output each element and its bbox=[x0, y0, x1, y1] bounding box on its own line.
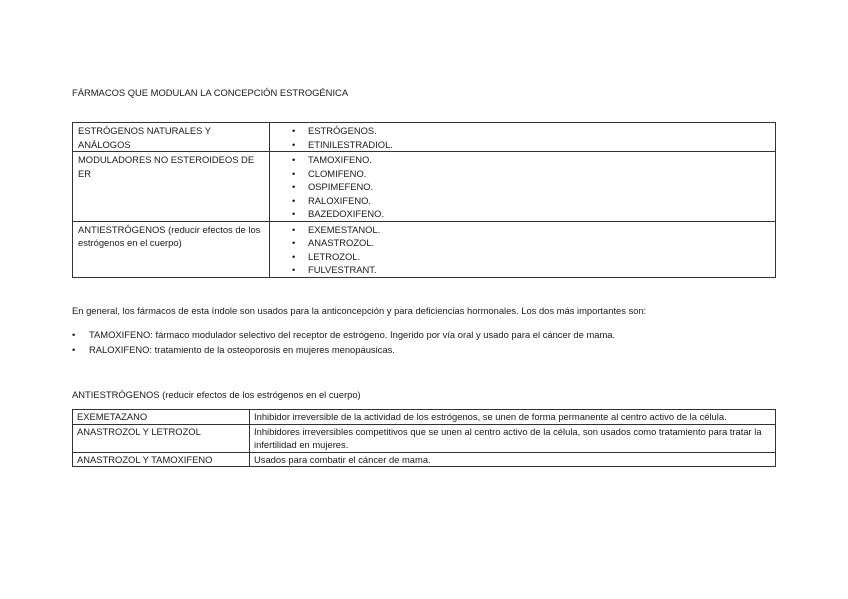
list-item: • ESTRÓGENOS. bbox=[292, 124, 770, 138]
list-item: • ETINILESTRADIOL. bbox=[292, 138, 770, 152]
list-item: • OSPIMEFENO. bbox=[292, 180, 770, 194]
description-cell: Usados para combatir el cáncer de mama. bbox=[250, 452, 776, 467]
category-cell: MODULADORES NO ESTEROIDEOS DE ER bbox=[73, 152, 270, 222]
table-row bbox=[73, 123, 776, 152]
drug-list bbox=[292, 223, 770, 277]
antiestrogen-table bbox=[72, 409, 776, 467]
list-item: • BAZEDOXIFENO. bbox=[292, 207, 770, 221]
list-item: • RALOXIFENO: tratamiento de la osteoporosis en mujeres menopáusicas. bbox=[72, 342, 615, 357]
key-drugs-list bbox=[72, 327, 615, 357]
drug-class-table bbox=[72, 122, 776, 278]
section-heading: ANTIESTRÓGENOS (reducir efectos de los estrógenos en el cuerpo) bbox=[72, 389, 361, 400]
description-cell: Inhibidores irreversibles competitivos que se unen al centro activo de la célula, son usados como tratamiento para tratar la infertilidad en mujeres. bbox=[250, 424, 776, 452]
table-row bbox=[73, 410, 776, 425]
list-item: • CLOMIFENO. bbox=[292, 167, 770, 181]
drug-cell: ANASTROZOL Y LETROZOL bbox=[73, 424, 250, 452]
list-item: • ANASTROZOL. bbox=[292, 236, 770, 250]
list-item: • TAMOXIFENO. bbox=[292, 153, 770, 167]
list-item: • RALOXIFENO. bbox=[292, 194, 770, 208]
table-row bbox=[73, 152, 776, 222]
list-item: • FULVESTRANT. bbox=[292, 263, 770, 277]
description-cell: Inhibidor irreversible de la actividad de los estrógenos, se unen de forma permanente al centro activo de la célula. bbox=[250, 410, 776, 425]
category-cell: ANTIESTRÓGENOS (reducir efectos de los estrógenos en el cuerpo) bbox=[73, 221, 270, 277]
intro-paragraph: En general, los fármacos de esta índole son usados para la anticoncepción y para deficiencias hormonales. Los dos más importantes son: bbox=[72, 305, 647, 316]
table-row bbox=[73, 424, 776, 452]
drug-list bbox=[292, 124, 770, 151]
page-title: FÁRMACOS QUE MODULAN LA CONCEPCIÓN ESTROGÉNICA bbox=[72, 87, 349, 98]
table-row bbox=[73, 221, 776, 277]
list-item: • LETROZOL. bbox=[292, 250, 770, 264]
table-row bbox=[73, 452, 776, 467]
drug-list-cell bbox=[270, 221, 776, 277]
drug-cell: EXEMETAZANO bbox=[73, 410, 250, 425]
drug-cell: ANASTROZOL Y TAMOXIFENO bbox=[73, 452, 250, 467]
drug-list bbox=[292, 153, 770, 221]
list-item: • EXEMESTANOL. bbox=[292, 223, 770, 237]
drug-list-cell bbox=[270, 152, 776, 222]
drug-list-cell bbox=[270, 123, 776, 152]
category-cell: ESTRÓGENOS NATURALES Y ANÁLOGOS bbox=[73, 123, 270, 152]
list-item: • TAMOXIFENO: fármaco modulador selectivo del receptor de estrógeno. Ingerido por vía oral y usado para el cáncer de mama. bbox=[72, 327, 615, 342]
